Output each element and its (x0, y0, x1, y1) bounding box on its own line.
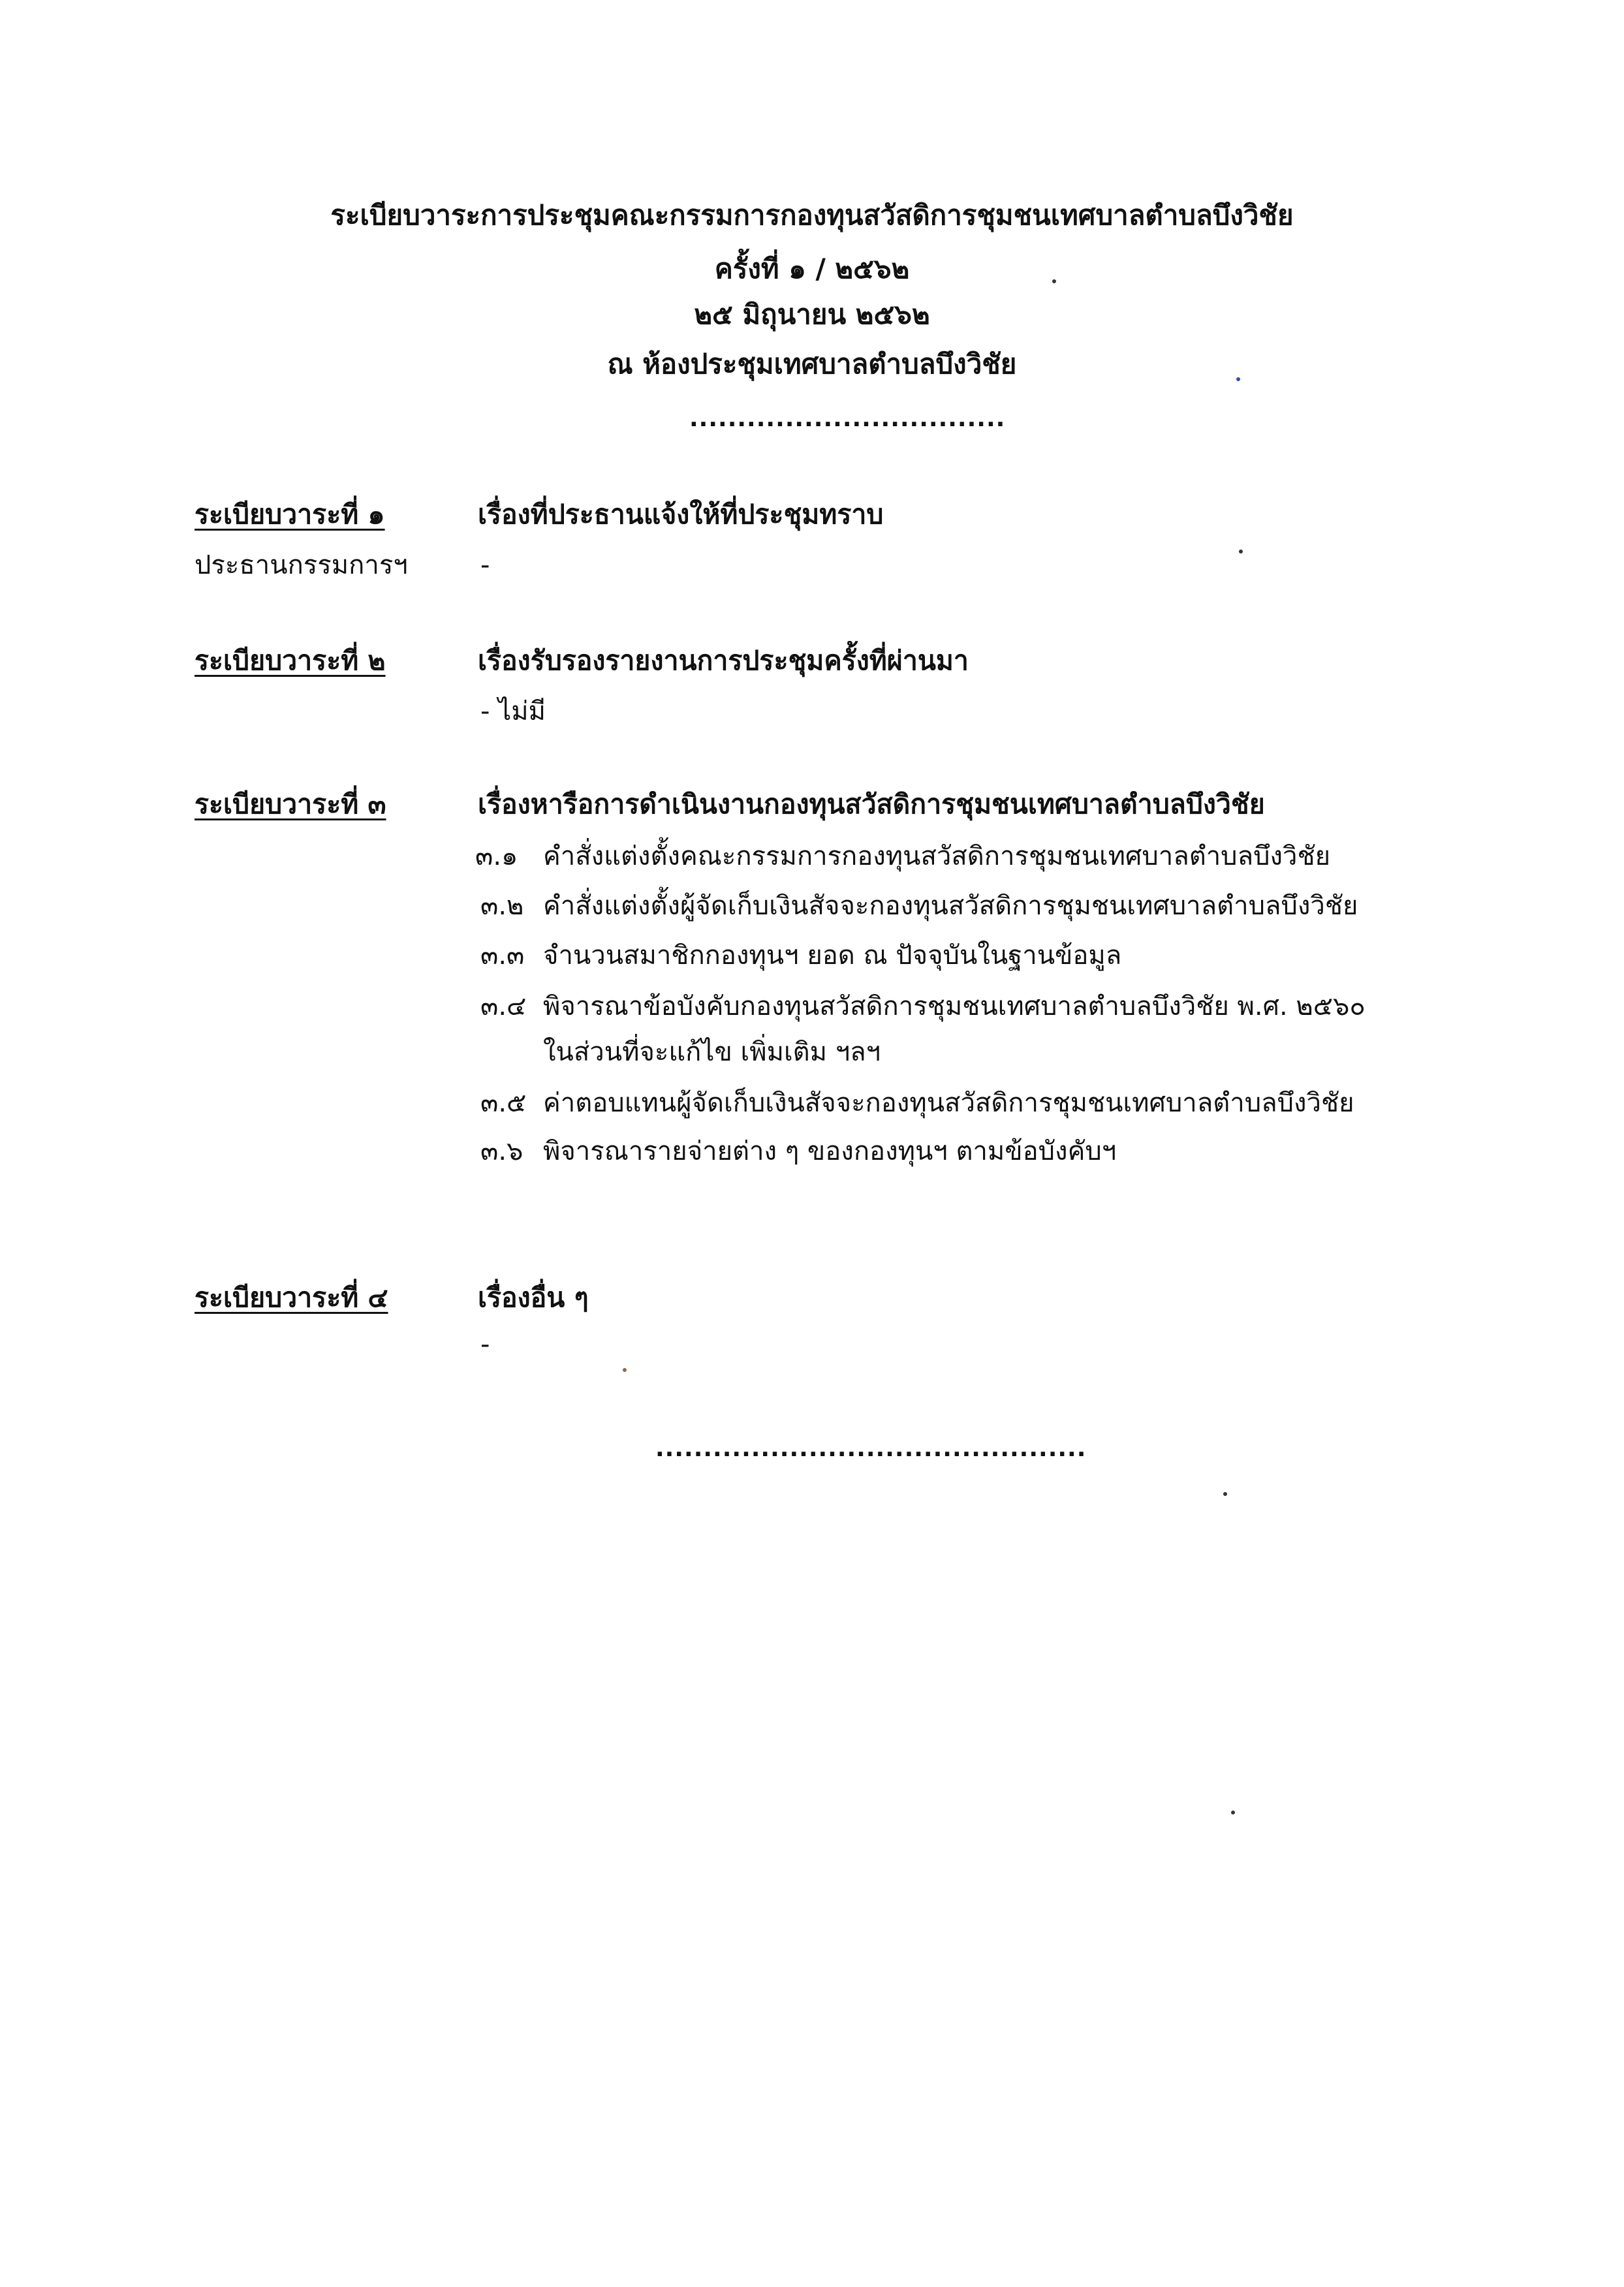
scan-speck (1052, 279, 1056, 283)
agenda-3-item-4-continuation: ในส่วนที่จะแก้ไข เพิ่มเติม ฯลฯ (543, 1037, 881, 1067)
footer-divider: ............................................. (655, 1435, 1087, 1462)
scan-speck (1231, 1811, 1235, 1814)
agenda-3-item-5-number: ๓.๕ (480, 1088, 527, 1118)
agenda-3-item-5-text: ค่าตอบแทนผู้จัดเก็บเงินสัจจะกองทุนสวัสดิการชุมชนเทศบาลตำบลบึงวิชัย (543, 1088, 1354, 1118)
agenda-4-title: เรื่องอื่น ๆ (478, 1282, 589, 1313)
agenda-3-item-1-number: ๓.๑ (475, 841, 518, 871)
meeting-date: ๒๕ มิถุนายน ๒๕๖๒ (694, 298, 930, 330)
agenda-3-item-1-text: คำสั่งแต่งตั้งคณะกรรมการกองทุนสวัสดิการชุมชนเทศบาลตำบลบึงวิชัย (543, 841, 1331, 871)
agenda-3-item-6-text: พิจารณารายจ่ายต่าง ๆ ของกองทุนฯ ตามข้อบังคับฯ (543, 1136, 1117, 1166)
scan-speck (623, 1368, 627, 1372)
agenda-3-item-2-number: ๓.๒ (480, 891, 524, 921)
agenda-1-speaker: ประธานกรรมการฯ (195, 550, 408, 580)
scan-speck (1223, 1492, 1227, 1496)
document-title: ระเบียบวาระการประชุมคณะกรรมการกองทุนสวัสดิการชุมชนเทศบาลตำบลบึงวิชัย (330, 199, 1294, 231)
agenda-1-note: - (480, 550, 490, 580)
agenda-2-note: - ไม่มี (480, 696, 546, 726)
agenda-2-title: เรื่องรับรองรายงานการประชุมครั้งที่ผ่านมา (478, 645, 969, 676)
agenda-3-title: เรื่องหารือการดำเนินงานกองทุนสวัสดิการชุมชนเทศบาลตำบลบึงวิชัย (478, 788, 1265, 820)
agenda-1-label: ระเบียบวาระที่ ๑ (195, 499, 385, 530)
agenda-3-item-3-text: จำนวนสมาชิกกองทุนฯ ยอด ณ ปัจจุบันในฐานข้อมูล (543, 941, 1122, 971)
agenda-3-item-4-text: พิจารณาข้อบังคับกองทุนสวัสดิการชุมชนเทศบาลตำบลบึงวิชัย พ.ศ. ๒๕๖๐ (543, 991, 1366, 1021)
scan-speck (1236, 377, 1240, 381)
agenda-2-label: ระเบียบวาระที่ ๒ (195, 645, 386, 676)
agenda-4-note: - (480, 1330, 490, 1360)
agenda-4-label: ระเบียบวาระที่ ๔ (195, 1282, 388, 1313)
agenda-3-item-6-number: ๓.๖ (480, 1136, 523, 1166)
meeting-session: ครั้งที่ ๑ / ๒๕๖๒ (714, 253, 910, 285)
agenda-3-item-2-text: คำสั่งแต่งตั้งผู้จัดเก็บเงินสัจจะกองทุนสวัสดิการชุมชนเทศบาลตำบลบึงวิชัย (543, 891, 1358, 921)
header-divider: ................................. (689, 405, 1006, 432)
agenda-1-title: เรื่องที่ประธานแจ้งให้ที่ประชุมทราบ (478, 499, 884, 530)
agenda-3-item-3-number: ๓.๓ (480, 941, 525, 971)
scan-speck (1239, 550, 1243, 553)
meeting-venue: ณ ห้องประชุมเทศบาลตำบลบึงวิชัย (607, 348, 1017, 380)
agenda-3-label: ระเบียบวาระที่ ๓ (195, 788, 386, 820)
agenda-3-item-4-number: ๓.๔ (480, 991, 527, 1021)
